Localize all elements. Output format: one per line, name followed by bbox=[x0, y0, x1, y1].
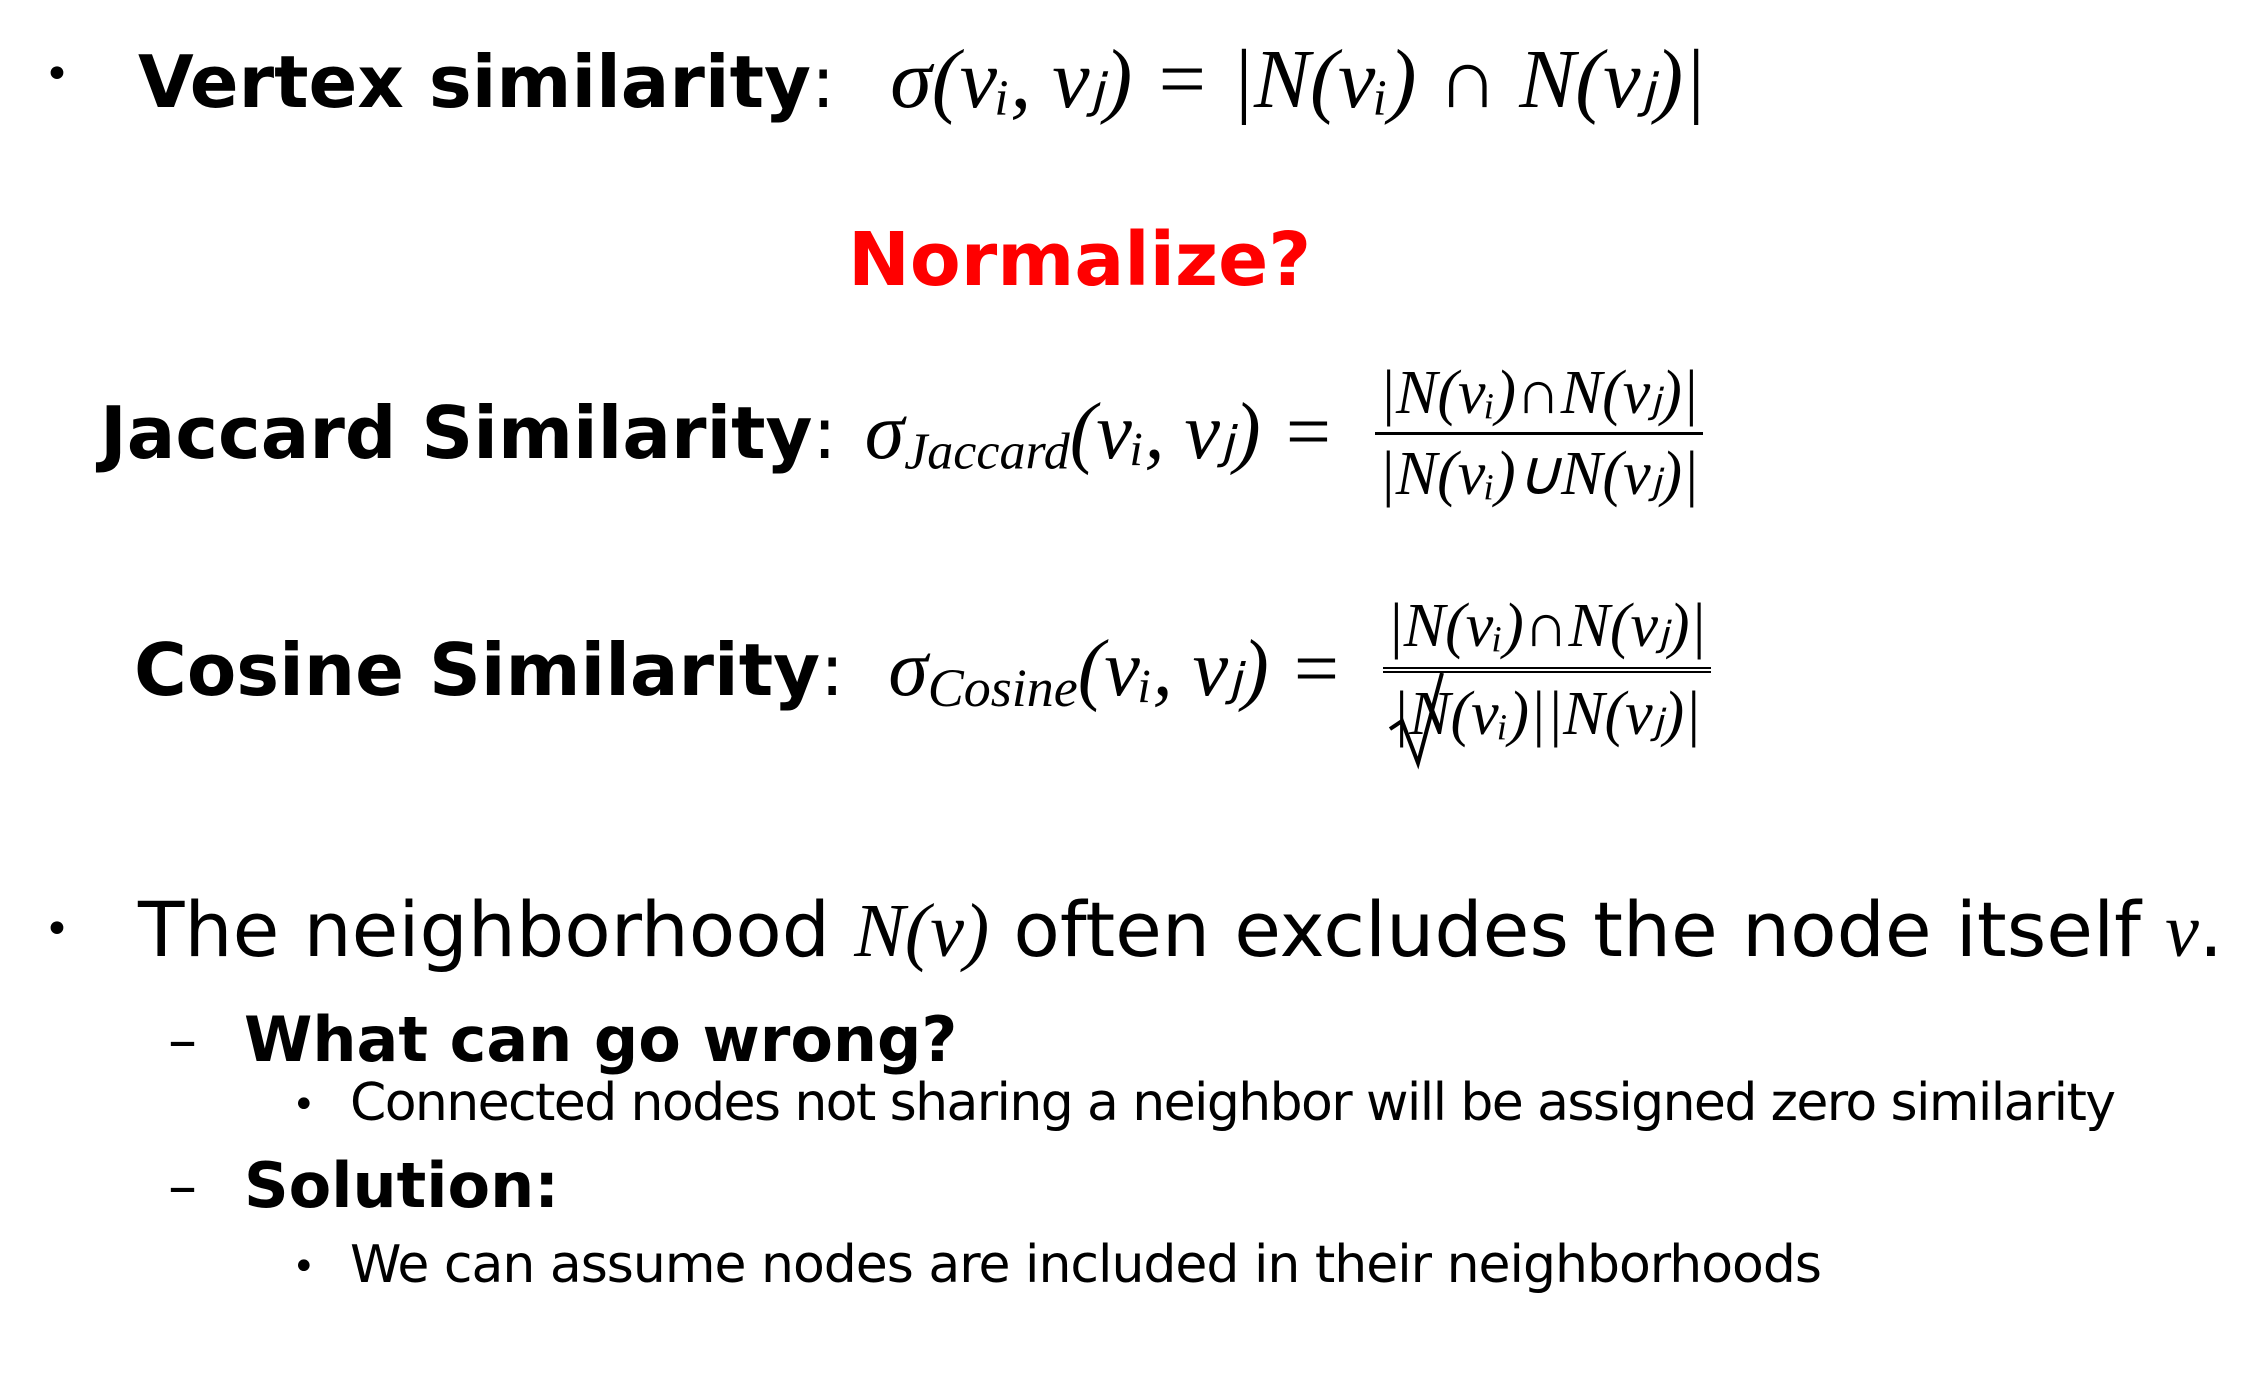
cosine-fraction bbox=[1383, 592, 1711, 748]
bullet-dot-neighborhood: • bbox=[44, 904, 70, 955]
cosine-sigma: σ bbox=[888, 625, 928, 714]
jaccard-formula-lhs bbox=[865, 384, 1335, 481]
vertex-similarity-label: Vertex similarity bbox=[138, 40, 811, 124]
vertex-similarity-colon: : bbox=[810, 40, 836, 124]
jaccard-similarity-line bbox=[100, 348, 1703, 518]
jaccard-fraction-bar bbox=[1375, 432, 1703, 435]
jaccard-args: (vᵢ, vⱼ) = bbox=[1069, 388, 1335, 477]
jaccard-subscript: Jaccard bbox=[904, 423, 1070, 481]
sub1-bullet-dot: • bbox=[292, 1082, 316, 1128]
sub2-bullet-dot: • bbox=[292, 1244, 316, 1290]
cosine-args: (vᵢ, vⱼ) = bbox=[1077, 625, 1343, 714]
neighborhood-line bbox=[138, 880, 2223, 981]
sub1-label: What can go wrong? bbox=[244, 1003, 958, 1076]
cosine-denominator-text: |N(vᵢ)||N(vⱼ)| bbox=[1392, 680, 1702, 748]
vertex-similarity-formula: σ(vᵢ, vⱼ) = |N(vᵢ) ∩ N(vⱼ)| bbox=[890, 33, 1707, 126]
cosine-subscript: Cosine bbox=[927, 657, 1078, 718]
neighborhood-text-before: The neighborhood bbox=[138, 885, 831, 974]
jaccard-sigma: σ bbox=[864, 388, 905, 477]
neighborhood-math-n: N(v) bbox=[854, 889, 990, 973]
normalize-heading: Normalize? bbox=[848, 217, 1312, 303]
jaccard-similarity-colon: : bbox=[812, 391, 837, 475]
jaccard-similarity-label: Jaccard Similarity bbox=[100, 391, 813, 475]
sub1-dash: – bbox=[168, 1006, 197, 1074]
cosine-numerator: |N(vᵢ)∩N(vⱼ)| bbox=[1386, 592, 1707, 660]
cosine-similarity-line bbox=[134, 570, 1711, 770]
jaccard-denominator: |N(vᵢ)∪N(vⱼ)| bbox=[1378, 439, 1700, 508]
bullet-dot-vertex: • bbox=[44, 49, 70, 100]
cosine-formula-lhs bbox=[888, 621, 1342, 719]
neighborhood-period: . bbox=[2198, 885, 2224, 974]
neighborhood-text-after: often excludes the node itself bbox=[1013, 885, 2141, 974]
sub2-detail: We can assume nodes are included in their neighborhoods bbox=[350, 1235, 1821, 1295]
jaccard-numerator: |N(vᵢ)∩N(vⱼ)| bbox=[1378, 358, 1699, 427]
sub2-dash: – bbox=[168, 1152, 197, 1220]
square-root-icon bbox=[1388, 671, 1444, 771]
jaccard-fraction bbox=[1375, 358, 1703, 508]
cosine-similarity-label: Cosine Similarity bbox=[134, 628, 821, 712]
cosine-denominator bbox=[1388, 680, 1705, 748]
vertex-similarity-line bbox=[138, 30, 1706, 152]
sub2-label: Solution: bbox=[244, 1149, 560, 1222]
cosine-similarity-colon: : bbox=[820, 628, 845, 712]
sub1-detail: Connected nodes not sharing a neighbor will be assigned zero similarity bbox=[350, 1073, 2115, 1133]
neighborhood-math-v: v bbox=[2165, 889, 2199, 973]
